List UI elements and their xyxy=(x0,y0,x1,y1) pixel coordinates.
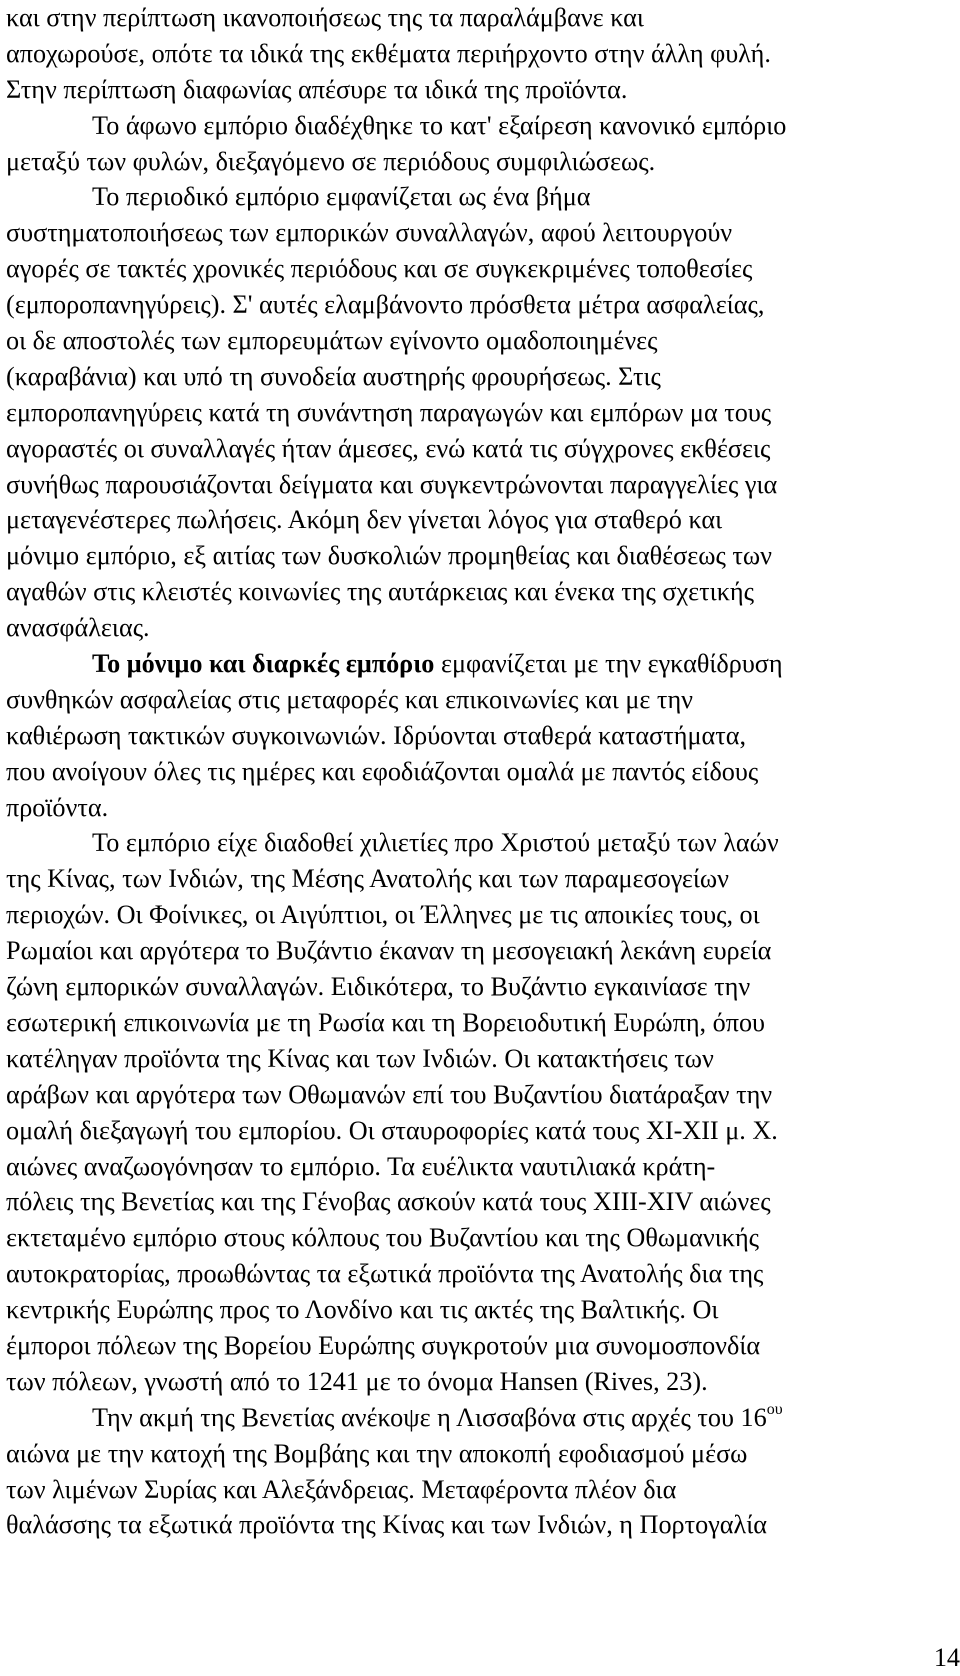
text-line: ομαλή διεξαγωγή του εμπορίου. Οι σταυροφορίες κατά τους XI-XII μ. Χ. xyxy=(6,1115,778,1145)
text-line: Το άφωνο εμπόριο διαδέχθηκε το κατ' εξαίρεση κανονικό εμπόριο xyxy=(92,110,787,140)
text-line: κεντρικής Ευρώπης προς το Λονδίνο και τις ακτές της Βαλτικής. Οι xyxy=(6,1295,719,1325)
text-line xyxy=(6,646,946,682)
text-line: (εμποροπανηγύρεις). Σ' αυτές ελαμβάνοντο πρόσθετα μέτρα ασφαλείας, xyxy=(6,290,765,320)
text-line: των πόλεων, γνωστή από το 1241 με το όνομα Hansen (Rives, 23). xyxy=(6,1366,708,1396)
text-line: αυτοκρατορίας, προωθώντας τα εξωτικά προϊόντα της Ανατολής δια της xyxy=(6,1259,764,1289)
text-line: πόλεις της Βενετίας και της Γένοβας ασκούν κατά τους XIII-XIV αιώνες xyxy=(6,1187,771,1217)
bold-heading-phrase: Το μόνιμο και διαρκές εμπόριο xyxy=(92,649,435,679)
text-line: μόνιμο εμπόριο, εξ αιτίας των δυσκολιών προμηθείας και διαθέσεως των xyxy=(6,541,773,571)
text-line: αποχωρούσε, οπότε τα ιδικά της εκθέματα περιήρχοντο στην άλλη φυλή. xyxy=(6,38,771,68)
text-line: συνθηκών ασφαλείας στις μεταφορές και επικοινωνίες και με την xyxy=(6,684,693,714)
text-line: συνήθως παρουσιάζονται δείγματα και συγκεντρώνονται παραγγελίες για xyxy=(6,469,778,499)
text-line: αιώνες αναζωογόνησαν το εμπόριο. Τα ευέλικτα ναυτιλιακά κράτη- xyxy=(6,1151,716,1181)
text-line: της Κίνας, των Ινδιών, της Μέσης Ανατολής και των παραμεσογείων xyxy=(6,864,729,894)
text-line: οι δε αποστολές των εμπορευμάτων εγίνοντο ομαδοποιημένες xyxy=(6,326,658,356)
text-line: αράβων και αργότερα των Οθωμανών επί του Βυζαντίου διατάραξαν την xyxy=(6,1079,773,1109)
text-line: εσωτερική επικοινωνία με τη Ρωσία και τη Βορειοδυτική Ευρώπη, όπου xyxy=(6,1007,766,1037)
text-line: έμποροι πόλεων της Βορείου Ευρώπης συγκροτούν μια συνομοσπονδία xyxy=(6,1330,761,1360)
text-line: θαλάσσης τα εξωτικά προϊόντα της Κίνας και των Ινδιών, η Πορτογαλία xyxy=(6,1510,767,1540)
text-line: και στην περίπτωση ικανοποιήσεως της τα παραλάμβανε και xyxy=(6,3,644,32)
text-line: (καραβάνια) και υπό τη συνοδεία αυστηρής φρουρήσεως. Στις xyxy=(6,361,661,391)
text-line: ανασφάλειας. xyxy=(6,613,150,643)
text-line: αιώνα με την κατοχή της Βομβάης και την αποκοπή εφοδιασμού μέσω xyxy=(6,1438,748,1468)
text-line: μεταξύ των φυλών, διεξαγόμενο σε περιόδους συμφιλιώσεως. xyxy=(6,146,656,176)
text-line: κατέληγαν προϊόντα της Κίνας και των Ινδιών. Οι κατακτήσεις των xyxy=(6,1043,714,1073)
text-line: αγοραστές οι συναλλαγές ήταν άμεσες, ενώ κατά τις σύγχρονες εκθέσεις xyxy=(6,433,771,463)
text-line: περιοχών. Οι Φοίνικες, οι Αιγύπτιοι, οι Έλληνες με τις αποικίες τους, οι xyxy=(6,900,760,930)
text-line: Το περιοδικό εμπόριο εμφανίζεται ως ένα βήμα xyxy=(92,182,591,212)
text-line: προϊόντα. xyxy=(6,792,109,822)
text-line xyxy=(6,1400,946,1436)
text-fragment: Την ακμή της Βενετίας ανέκοψε η Λισσαβόνα στις αρχές του 16 xyxy=(92,1402,767,1432)
text-line: εμποροπανηγύρεις κατά τη συνάντηση παραγωγών και εμπόρων μα τους xyxy=(6,397,772,427)
text-line: εκτεταμένο εμπόριο στους κόλπους του Βυζαντίου και της Οθωμανικής xyxy=(6,1223,760,1253)
text-fragment: εμφανίζεται με την εγκαθίδρυση xyxy=(440,649,783,679)
superscript: ου xyxy=(766,1401,783,1418)
text-line: αγορές σε τακτές χρονικές περιόδους και σε συγκεκριμένες τοποθεσίες xyxy=(6,254,753,284)
text-line: αγαθών στις κλειστές κοινωνίες της αυτάρκειας και ένεκα της σχετικής xyxy=(6,577,754,607)
text-line: των λιμένων Συρίας και Αλεξάνδρειας. Μεταφέροντα πλέον δια xyxy=(6,1474,677,1504)
text-line: Ρωμαίοι και αργότερα το Βυζάντιο έκαναν τη μεσογειακή λεκάνη ευρεία xyxy=(6,936,772,966)
text-line: που ανοίγουν όλες τις ημέρες και εφοδιάζονται ομαλά με παντός είδους xyxy=(6,756,759,786)
text-line: συστηματοποιήσεως των εμπορικών συναλλαγών, αφού λειτουργούν xyxy=(6,218,733,248)
body-text xyxy=(6,0,946,1543)
page-number: 14 xyxy=(933,1643,960,1672)
text-line: καθιέρωση τακτικών συγκοινωνιών. Ιδρύονται σταθερά καταστήματα, xyxy=(6,720,747,750)
text-line: ζώνη εμπορικών συναλλαγών. Ειδικότερα, το Βυζάντιο εγκαινίασε την xyxy=(6,972,751,1002)
text-line: Το εμπόριο είχε διαδοθεί χιλιετίες προ Χριστού μεταξύ των λαών xyxy=(92,828,779,858)
text-line: Στην περίπτωση διαφωνίας απέσυρε τα ιδικά της προϊόντα. xyxy=(6,74,628,104)
text-line: μεταγενέστερες πωλήσεις. Ακόμη δεν γίνεται λόγος για σταθερό και xyxy=(6,505,723,535)
